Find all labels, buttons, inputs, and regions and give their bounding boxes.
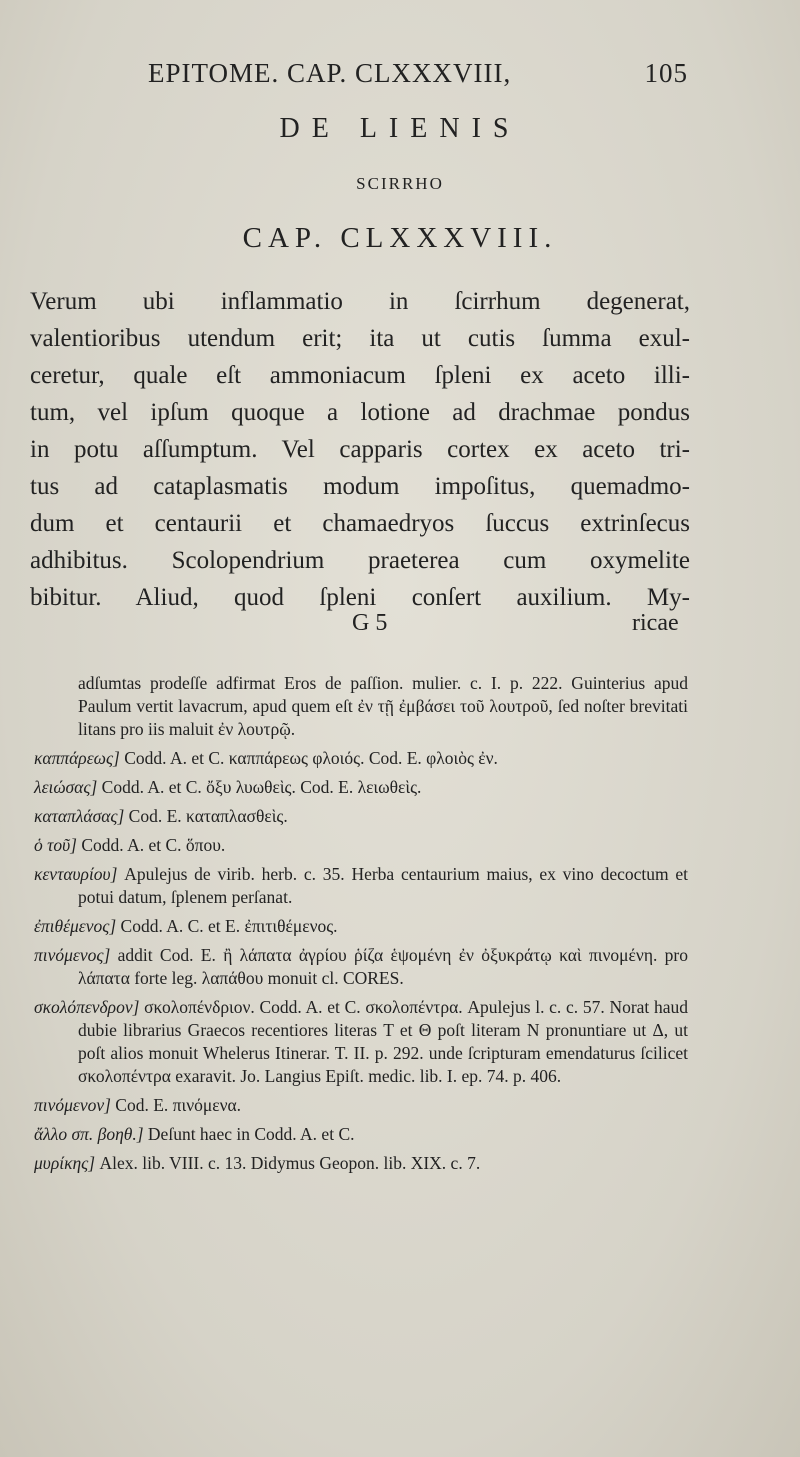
footnote bbox=[34, 776, 688, 799]
footnote-lemma: ἄλλο σπ. βοηθ.] bbox=[34, 1124, 144, 1144]
body-line: in potu aſſumptum. Vel capparis cortex ex aceto tri- bbox=[30, 436, 690, 463]
signature-mark: G 5 bbox=[352, 610, 388, 636]
footnote bbox=[34, 996, 688, 1088]
body-line: adhibitus. Scolopendrium praeterea cum oxymelite bbox=[30, 547, 690, 574]
footnote-text: Codd. A. et C. καππάρεως φλοιός. Cod. E. φλοιὸς ἐν. bbox=[124, 748, 498, 768]
body-line: valentioribus utendum erit; ita ut cutis ſumma exul- bbox=[30, 325, 690, 352]
body-text bbox=[30, 283, 690, 616]
body-line: tum, vel ipſum quoque a lotione ad drachmae pondus bbox=[30, 399, 690, 426]
footnote-text: Codd. A. et C. ὄξυ λυωθεὶς. Cod. E. λειωθεὶς. bbox=[101, 777, 422, 797]
footnote-text: adſumtas prodeſſe adfirmat Eros de paſſion. mulier. c. I. p. 222. Guinterius apud Paulum vertit lavacrum, apud quem eſt ἐν τῇ ἐμβάσει τοῦ λουτροῦ, ſed noſter brevitati litans pro iis maluit ἐν λουτρῷ. bbox=[78, 673, 688, 739]
running-title: EPITOME. CAP. CLXXXVIII, bbox=[148, 58, 512, 88]
footnote bbox=[34, 672, 688, 741]
footnote-lemma: καταπλάσας] bbox=[34, 806, 125, 826]
footnote-text: addit Cod. E. ἢ λάπατα ἀγρίου ῥίζα ἑψομένη ἐν ὀξυκράτῳ καὶ πινομένη. pro λάπατα forte leg. λαπάθου monuit cl. CORES. bbox=[78, 945, 688, 988]
chapter-heading: DE LIENIS bbox=[279, 113, 521, 144]
footnote-lemma: λειώσας] bbox=[34, 777, 98, 797]
footnotes bbox=[34, 672, 688, 1181]
catchword: ricae bbox=[632, 610, 679, 636]
footnote bbox=[34, 863, 688, 909]
footnote bbox=[34, 1094, 688, 1117]
footnote-text: Cod. E. καταπλασθεὶς. bbox=[128, 806, 288, 826]
footnote-lemma: κενταυρίου] bbox=[34, 864, 118, 884]
body-line: bibitur. Aliud, quod ſpleni conſert auxilium. My- bbox=[30, 584, 690, 611]
footnote bbox=[34, 834, 688, 857]
footnote-lemma: σκολόπενδρον] bbox=[34, 997, 140, 1017]
page-number: 105 bbox=[644, 58, 688, 88]
footnote bbox=[34, 944, 688, 990]
footnote-lemma: καππάρεως] bbox=[34, 748, 120, 768]
body-line: tus ad cataplasmatis modum impoſitus, quemadmo- bbox=[30, 473, 690, 500]
footnote bbox=[34, 1123, 688, 1146]
body-line: ceretur, quale eſt ammoniacum ſpleni ex aceto illi- bbox=[30, 362, 690, 389]
chapter-subheading: SCIRRHO bbox=[356, 174, 444, 193]
footnote-text: Codd. A. et C. ὅπου. bbox=[81, 835, 226, 855]
footnote-text: Deſunt haec in Codd. A. et C. bbox=[147, 1124, 355, 1144]
footnote-lemma: πινόμενον] bbox=[34, 1095, 111, 1115]
footnote-text: Codd. A. C. et E. ἐπιτιθέμενος. bbox=[120, 916, 338, 936]
footnote bbox=[34, 747, 688, 770]
footnote bbox=[34, 1152, 688, 1175]
footnote-lemma: πινόμενος] bbox=[34, 945, 111, 965]
footnote bbox=[34, 805, 688, 828]
footnote-text: Apulejus de virib. herb. c. 35. Herba centaurium maius, ex vino decoctum et potui datum, ſplenem perſanat. bbox=[78, 864, 688, 907]
footnote bbox=[34, 915, 688, 938]
body-line: dum et centaurii et chamaedryos ſuccus extrinſecus bbox=[30, 510, 690, 537]
footnote-lemma: ἐπιθέμενος] bbox=[34, 916, 117, 936]
footnote-text: Cod. E. πινόμενα. bbox=[115, 1095, 242, 1115]
footnote-text: σκολοπένδριον. Codd. A. et C. σκολοπέντρα. Apulejus l. c. c. 57. Norat haud dubie librarius Graecos recentiores literas Τ et Θ poſt literam Ν pronuntiare ut Δ, ut poſt alios monuit Whelerus Itinerar. T. II. p. 292. unde ſcripturam emendaturus ſcilicet σκολοπέντρα exaravit. Jo. Langius Epiſt. medic. lib. I. ep. 74. p. 406. bbox=[78, 997, 689, 1086]
footnote-text: Alex. lib. VIII. c. 13. Didymus Geopon. lib. XIX. c. 7. bbox=[99, 1153, 481, 1173]
chapter-number: CAP. CLXXXVIII. bbox=[242, 222, 558, 254]
footnote-lemma: ὁ τοῦ] bbox=[34, 835, 77, 855]
body-line: Verum ubi inflammatio in ſcirrhum degenerat, bbox=[30, 288, 690, 315]
footnote-lemma: μυρίκης] bbox=[34, 1153, 96, 1173]
